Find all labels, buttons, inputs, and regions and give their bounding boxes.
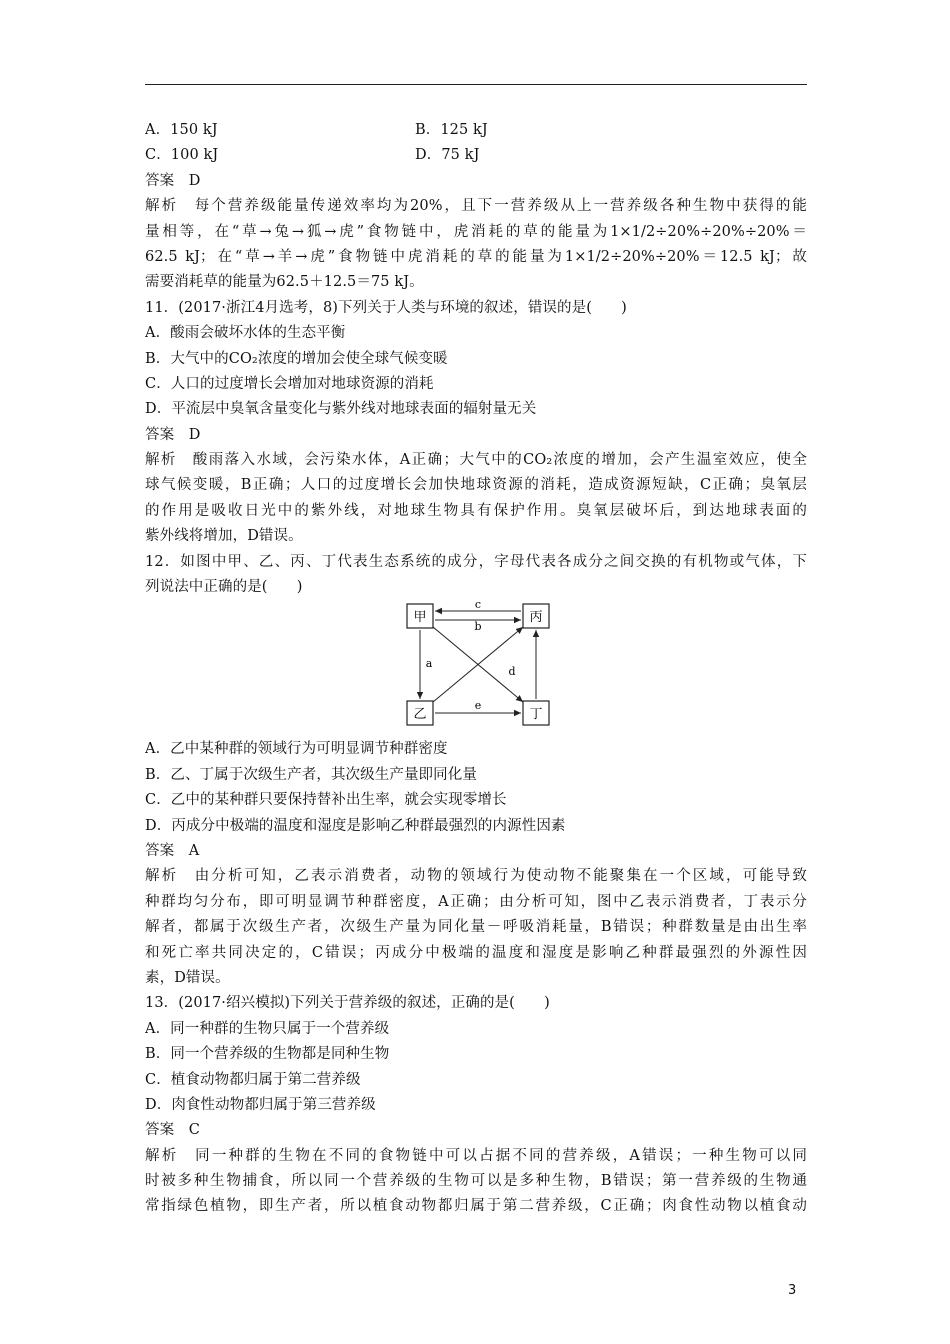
ecosystem-diagram-svg <box>405 600 555 730</box>
q13-option-c: C．植食动物都归属于第二营养级 <box>145 1071 361 1088</box>
q13-option-a: A．同一种群的生物只属于一个营养级 <box>145 1020 390 1037</box>
q10-option-c: C．100 kJ <box>145 147 219 164</box>
q13-analysis-line: 时被多种生物捕食，所以同一个营养级的生物可以是多种生物，B错误；第一营养级的生物通 <box>145 1173 807 1190</box>
page-number: 3 <box>788 1283 797 1298</box>
q13-analysis-line: 解析 同一种群的生物在不同的食物链中可以占据不同的营养级，A错误；一种生物可以同 <box>145 1147 807 1164</box>
q10-answer: 答案 D <box>145 172 201 189</box>
q12-option-a: A．乙中某种群的领域行为可明显调节种群密度 <box>145 741 448 758</box>
q13-analysis-line: 常指绿色植物，即生产者，所以植食动物都归属于第二营养级，C正确；肉食性动物以植食动 <box>145 1198 807 1215</box>
q13-option-b: B．同一个营养级的生物都是同种生物 <box>145 1046 390 1063</box>
q11-analysis-line: 紫外线将增加，D错误。 <box>145 528 303 545</box>
edge-label-b: b <box>474 620 482 634</box>
q10-analysis-line: 需要消耗草的能量为62.5＋12.5＝75 kJ。 <box>145 274 424 291</box>
q10-options-row-1 <box>145 118 807 143</box>
edge-label-a: a <box>425 657 433 671</box>
q12-stem-line: 12．如图中甲、乙、丙、丁代表生态系统的成分，字母代表各成分之间交换的有机物或气体，下 <box>145 553 807 570</box>
q11-analysis-line: 球气候变暖，B正确；人口的过度增长会加快地球资源的消耗，造成资源短缺，C正确；臭氧层 <box>145 477 807 494</box>
ecosystem-diagram <box>145 600 807 737</box>
node-label-yi: 乙 <box>413 707 427 723</box>
edge-label-c: c <box>474 600 482 612</box>
q10-options-row-2 <box>145 143 807 168</box>
document-body <box>145 118 807 1220</box>
q11-option-c: C．人口的过度增长会增加对地球资源的消耗 <box>145 375 434 392</box>
q12-option-c: C．乙中的某种群只要保持替补出生率，就会实现零增长 <box>145 792 507 809</box>
node-label-ding: 丁 <box>529 707 543 723</box>
q11-answer: 答案 D <box>145 426 201 443</box>
edge-label-d: d <box>508 665 516 679</box>
header-rule <box>145 84 807 85</box>
node-label-jia: 甲 <box>413 610 427 626</box>
q11-option-a: A．酸雨会破坏水体的生态平衡 <box>145 325 346 342</box>
q12-analysis-line: 素，D错误。 <box>145 969 230 986</box>
q10-analysis-line: 62.5 kJ；在“草→羊→虎”食物链中虎消耗的草的能量为1×1/2÷20%÷20%＝12.5 kJ；故 <box>145 248 807 265</box>
q11-analysis-line: 的作用是吸收日光中的紫外线，对地球生物具有保护作用。臭氧层破坏后，到达地球表面的 <box>145 502 807 519</box>
q13-stem: 13．(2017·绍兴模拟)下列关于营养级的叙述，正确的是( ) <box>145 995 550 1012</box>
q11-stem: 11．(2017·浙江4月选考，8)下列关于人类与环境的叙述，错误的是( ) <box>145 299 627 316</box>
q12-analysis-line: 和死亡率共同决定的，C错误；丙成分中极端的温度和湿度是影响乙种群最强烈的外源性因 <box>145 944 807 961</box>
q13-answer: 答案 C <box>145 1122 200 1139</box>
q10-option-a: A．150 kJ <box>145 122 218 138</box>
q12-option-d: D．丙成分中极端的温度和湿度是影响乙种群最强烈的内源性因素 <box>145 817 566 834</box>
q12-option-b: B．乙、丁属于次级生产者，其次级生产量即同化量 <box>145 766 477 783</box>
q12-answer: 答案 A <box>145 842 200 859</box>
q11-option-b: B．大气中的CO₂浓度的增加会使全球气候变暖 <box>145 350 448 367</box>
q10-analysis-line: 解析 每个营养级能量传递效率均为20%，且下一营养级从上一营养级各种生物中获得的能 <box>145 198 807 215</box>
q12-stem-line: 列说法中正确的是( ) <box>145 579 303 596</box>
q10-analysis-line: 量相等，在“草→兔→狐→虎”食物链中，虎消耗的草的能量为1×1/2÷20%÷20%÷20%＝ <box>145 223 807 240</box>
q12-analysis-line: 解者，都属于次级生产者，次级生产量为同化量－呼吸消耗量，B错误；种群数量是由出生率 <box>145 919 807 936</box>
q11-option-d: D．平流层中臭氧含量变化与紫外线对地球表面的辐射量无关 <box>145 401 537 418</box>
q10-option-b: B．125 kJ <box>415 122 488 138</box>
q12-analysis-line: 解析 由分析可知，乙表示消费者，动物的领域行为使动物不能聚集在一个区域，可能导致 <box>145 868 807 885</box>
q11-analysis-line: 解析 酸雨落入水域，会污染水体，A正确；大气中的CO₂浓度的增加，会产生温室效应，使全 <box>145 452 807 469</box>
q13-option-d: D．肉食性动物都归属于第三营养级 <box>145 1096 376 1113</box>
node-label-bing: 丙 <box>529 610 543 626</box>
edge-label-e: e <box>474 699 482 713</box>
q12-analysis-line: 种群均匀分布，即可明显调节种群密度，A正确；由分析可知，图中乙表示消费者，丁表示分 <box>145 893 807 910</box>
q10-option-d: D．75 kJ <box>415 147 480 164</box>
